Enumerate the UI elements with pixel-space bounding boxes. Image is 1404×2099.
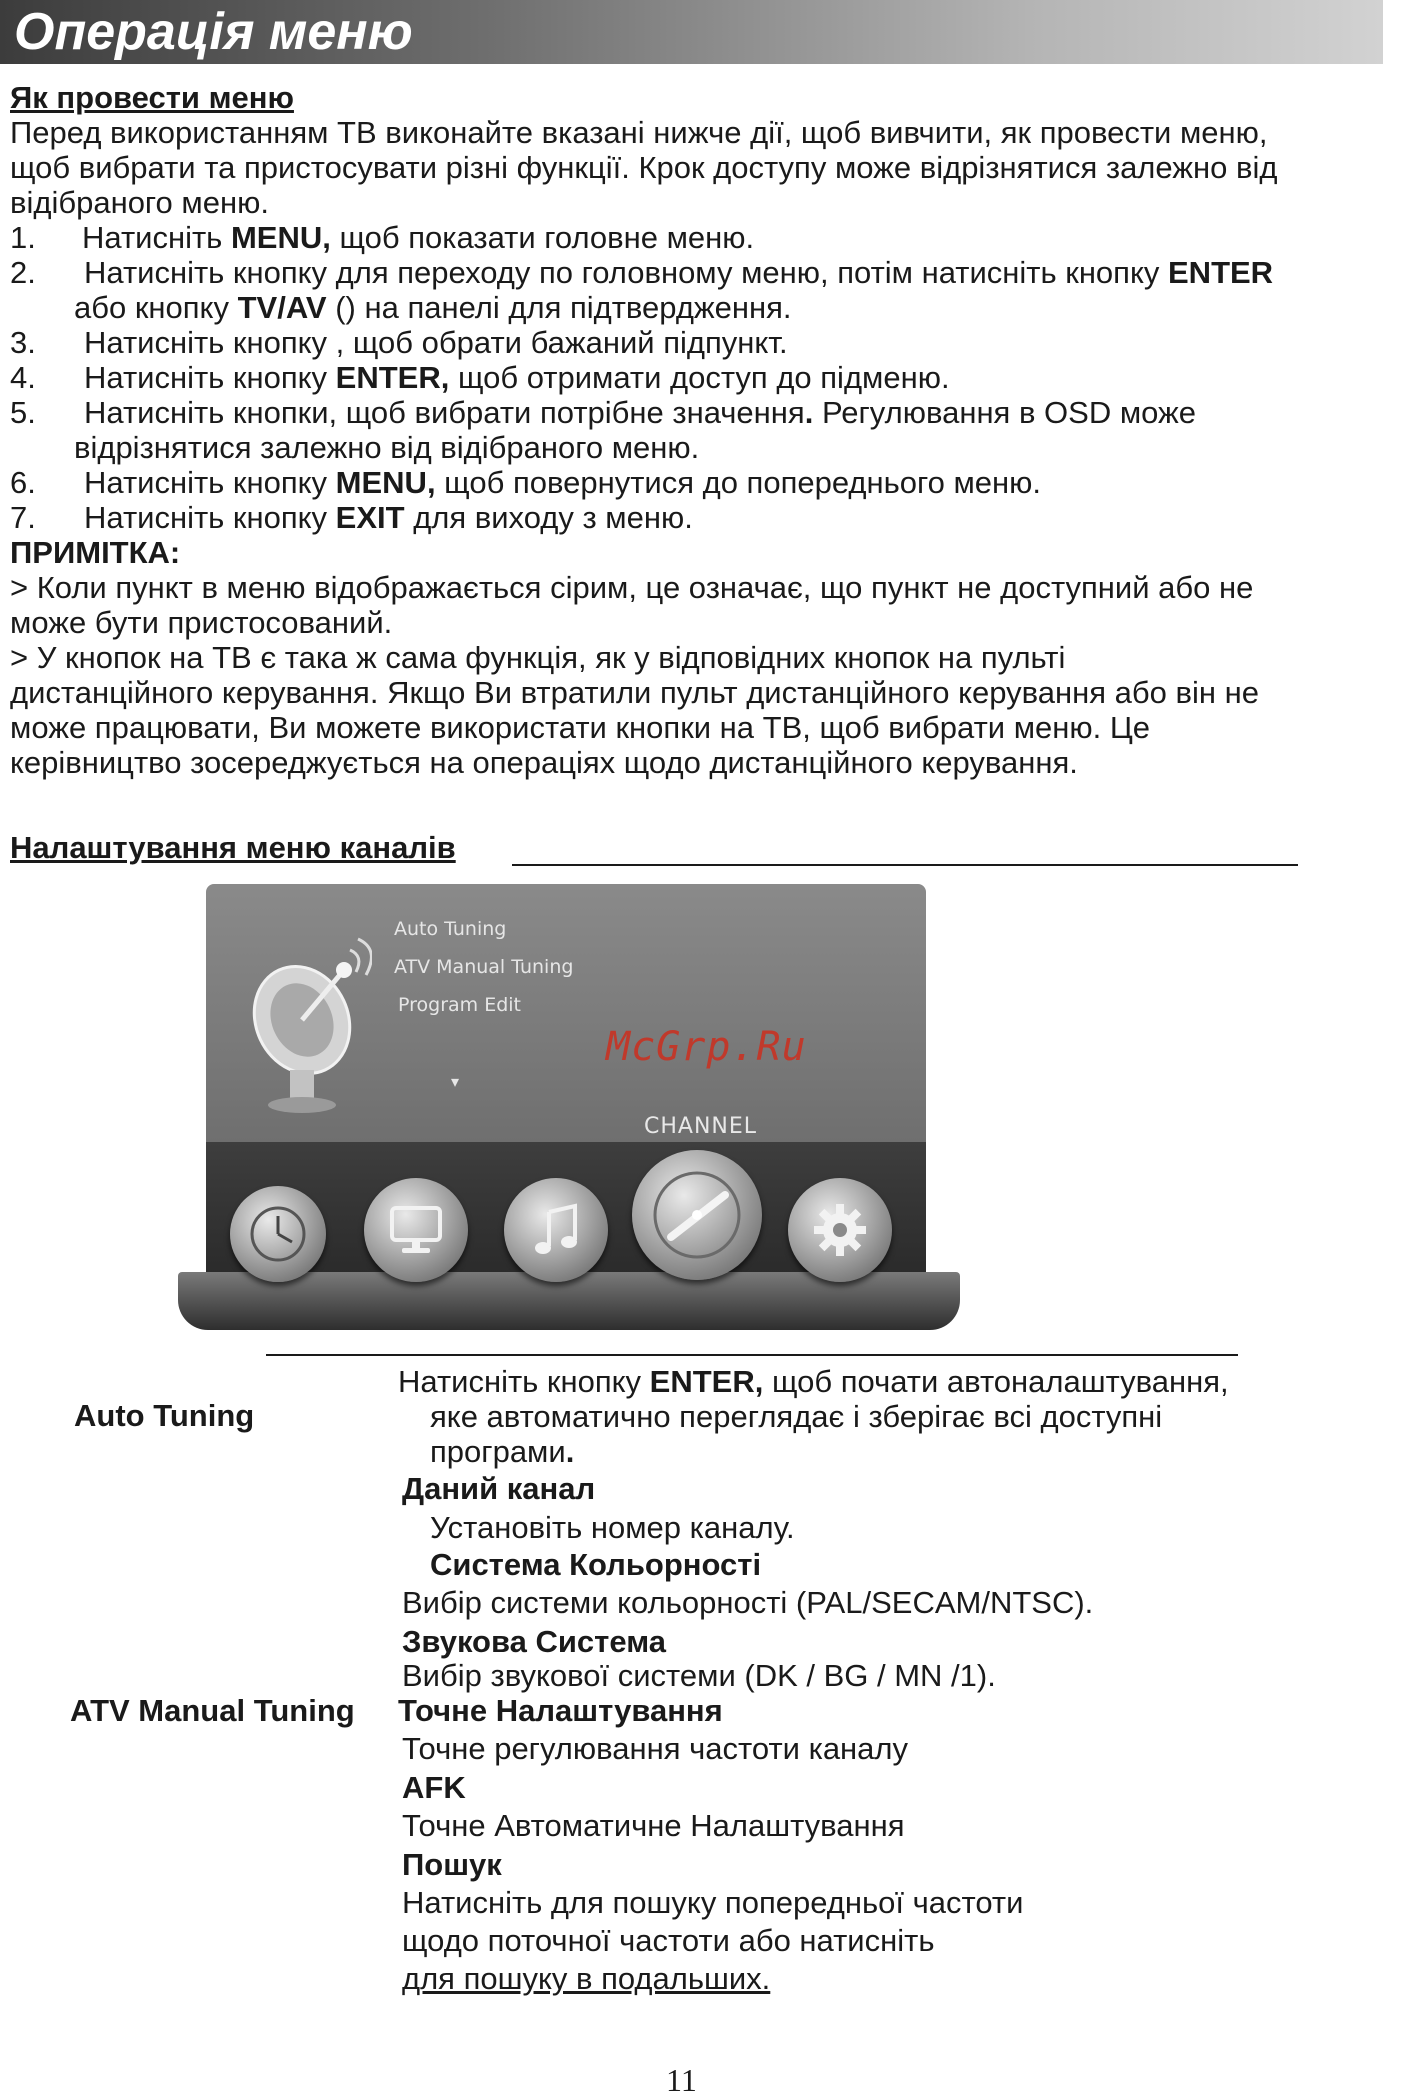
entry-desc: Установіть номер каналу. bbox=[430, 1510, 795, 1545]
tab-picture[interactable] bbox=[364, 1178, 468, 1282]
auto-tuning-desc: програми. bbox=[430, 1434, 575, 1469]
entry-title: Система Кольорності bbox=[430, 1547, 762, 1582]
step-number: 2. bbox=[10, 255, 36, 290]
step-number: 5. bbox=[10, 395, 36, 430]
tab-channel-label: CHANNEL bbox=[644, 1114, 758, 1139]
auto-tuning-desc: Натисніть кнопку ENTER, щоб почати автоналаштування, bbox=[398, 1364, 1229, 1399]
entry-title: Пошук bbox=[402, 1847, 502, 1882]
entry-desc: щодо поточної частоти або натисніть bbox=[402, 1923, 935, 1958]
entry-desc: Натисніть для пошуку попередньої частоти bbox=[402, 1885, 1024, 1920]
step-text: відрізнятися залежно від відібраного меню. bbox=[74, 430, 700, 465]
tv-menu-item-atv-manual-tuning[interactable]: ATV Manual Tuning bbox=[394, 956, 574, 978]
heading-rule bbox=[512, 864, 1298, 866]
note-line: дистанційного керування. Якщо Ви втратили пульт дистанційного керування або він не bbox=[10, 675, 1259, 710]
intro-line: щоб вибрати та пристосувати різні функції. Крок доступу може відрізнятися залежно від bbox=[10, 150, 1278, 185]
note-line: може працювати, Ви можете використати кнопки на ТВ, щоб вибрати меню. Це bbox=[10, 710, 1151, 745]
entry-desc: Вибір системи кольорності (PAL/SECAM/NTSC). bbox=[402, 1585, 1094, 1620]
monitor-icon bbox=[386, 1202, 446, 1258]
entry-desc: Точне Автоматичне Налаштування bbox=[402, 1808, 905, 1843]
label-atv-manual-tuning: ATV Manual Tuning bbox=[70, 1693, 355, 1728]
entry-title: AFK bbox=[402, 1770, 466, 1805]
step-text: Натисніть кнопку для переходу по головному меню, потім натисніть кнопку ENTER bbox=[84, 255, 1274, 290]
page-number: 11 bbox=[666, 2062, 697, 2098]
tab-settings[interactable] bbox=[788, 1178, 892, 1282]
step-number: 7. bbox=[10, 500, 36, 535]
step-text: Натисніть кнопку ENTER, щоб отримати доступ до підменю. bbox=[84, 360, 950, 395]
step-text: Натисніть кнопку , щоб обрати бажаний підпункт. bbox=[84, 325, 788, 360]
note-line: > У кнопок на ТВ є така ж сама функція, як у відповідних кнопок на пульті bbox=[10, 640, 1066, 675]
clock-icon bbox=[248, 1204, 308, 1264]
channel-dial-icon bbox=[649, 1167, 745, 1263]
step-text: або кнопку TV/AV () на панелі для підтвердження. bbox=[74, 290, 792, 325]
music-note-icon bbox=[531, 1202, 581, 1258]
step-number: 1. bbox=[10, 220, 36, 255]
tab-channel[interactable] bbox=[632, 1150, 762, 1280]
watermark: McGrp.Ru bbox=[606, 1024, 807, 1070]
intro-line: Перед використанням ТВ виконайте вказані нижче дії, щоб вивчити, як провести меню, bbox=[10, 115, 1268, 150]
step-text: Натисніть MENU, щоб показати головне меню. bbox=[82, 220, 755, 255]
section-heading-how-to: Як провести меню bbox=[10, 80, 294, 115]
tv-menu-item-program-edit[interactable]: Program Edit bbox=[398, 994, 521, 1016]
step-text: Натисніть кнопки, щоб вибрати потрібне значення. Регулювання в OSD може bbox=[84, 395, 1197, 430]
scroll-down-icon[interactable]: ▾ bbox=[451, 1072, 460, 1091]
step-number: 3. bbox=[10, 325, 36, 360]
section-heading-channel-menu: Налаштування меню каналів bbox=[10, 830, 456, 865]
auto-tuning-desc: яке автоматично переглядає і зберігає всі доступні bbox=[430, 1399, 1163, 1434]
satellite-dish-icon bbox=[232, 925, 372, 1125]
tab-clock[interactable] bbox=[230, 1186, 326, 1282]
entry-title: Даний канал bbox=[402, 1471, 596, 1506]
entry-desc: Точне регулювання частоти каналу bbox=[402, 1731, 909, 1766]
gear-icon bbox=[810, 1200, 870, 1260]
note-heading: ПРИМІТКА: bbox=[10, 535, 181, 570]
entry-desc: для пошуку в подальших. bbox=[402, 1961, 771, 1996]
entry-title: Точне Налаштування bbox=[398, 1693, 723, 1728]
tv-menu-item-auto-tuning[interactable]: Auto Tuning bbox=[394, 918, 507, 940]
note-line: може бути пристосований. bbox=[10, 605, 393, 640]
entry-title: Звукова Система bbox=[402, 1624, 666, 1659]
step-text: Натисніть кнопку MENU, щоб повернутися до попереднього меню. bbox=[84, 465, 1042, 500]
step-number: 4. bbox=[10, 360, 36, 395]
label-auto-tuning: Auto Tuning bbox=[74, 1398, 255, 1433]
page-title: Операція меню bbox=[14, 3, 413, 61]
tab-sound[interactable] bbox=[504, 1178, 608, 1282]
step-number: 6. bbox=[10, 465, 36, 500]
step-text: Натисніть кнопку EXIT для виходу з меню. bbox=[84, 500, 693, 535]
note-line: керівництво зосереджується на операціях щодо дистанційного керування. bbox=[10, 745, 1078, 780]
intro-line: відібраного меню. bbox=[10, 185, 269, 220]
note-line: > Коли пункт в меню відображається сірим, це означає, що пункт не доступний або не bbox=[10, 570, 1254, 605]
entry-desc: Вибір звукової системи (DK / BG / MN /1). bbox=[402, 1658, 996, 1693]
illustration-rule bbox=[266, 1354, 1238, 1356]
